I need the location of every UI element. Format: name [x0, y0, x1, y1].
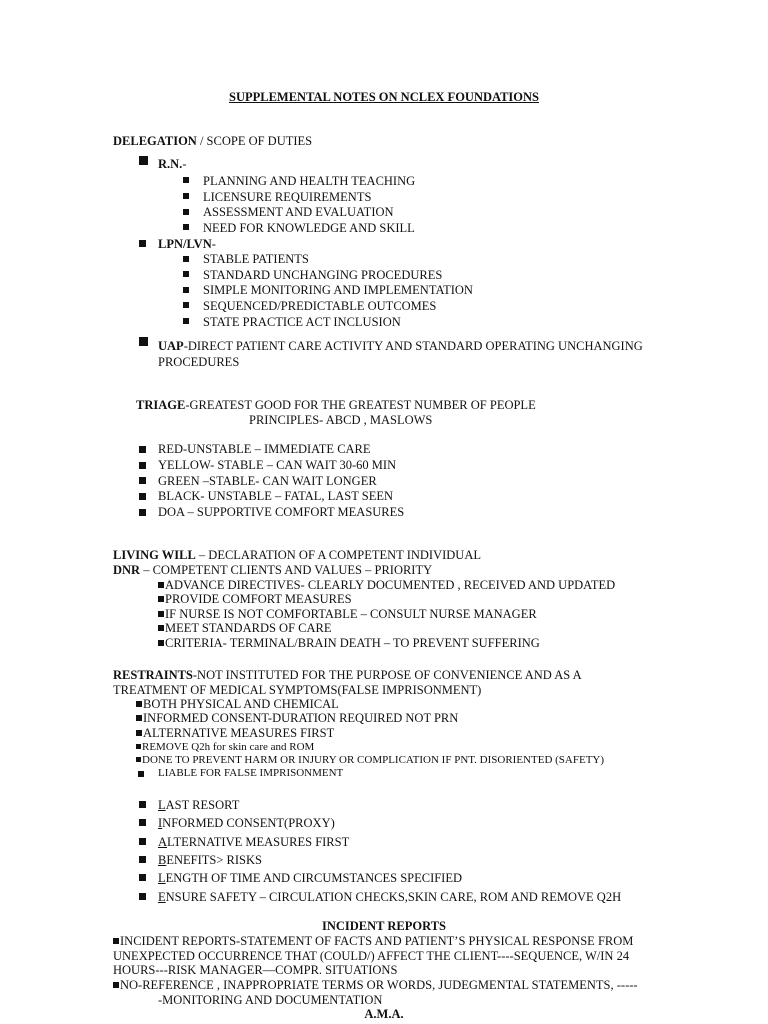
list-item: YELLOW- STABLE – CAN WAIT 30-60 MIN	[158, 458, 397, 472]
bullet-square	[183, 256, 189, 262]
rn-label: R.N.-	[158, 157, 187, 171]
bullet-square	[139, 509, 146, 516]
bullet-square	[183, 209, 189, 215]
restraints-line: RESTRAINTS-NOT INSTITUTED FOR THE PURPOSE OF CONVENIENCE AND AS A	[113, 668, 582, 682]
bullet-square	[139, 856, 146, 863]
mnemonic-item: ENSURE SAFETY – CIRCULATION CHECKS,SKIN CARE, ROM AND REMOVE Q2H	[158, 890, 622, 904]
document-title: SUPPLEMENTAL NOTES ON NCLEX FOUNDATIONS	[229, 90, 539, 104]
list-item: INFORMED CONSENT-DURATION REQUIRED NOT PRN	[136, 712, 458, 725]
list-item: LIABLE FOR FALSE IMPRISONMENT	[158, 767, 344, 779]
bullet-square	[139, 838, 146, 845]
incident-text: UNEXPECTED OCCURRENCE THAT (COULD/) AFFECT THE CLIENT----SEQUENCE, W/IN 24	[113, 949, 630, 963]
lpn-label: LPN/LVN-	[158, 237, 216, 251]
bullet-square	[139, 874, 146, 881]
restraints-line-2: TREATMENT OF MEDICAL SYMPTOMS(FALSE IMPRISONMENT)	[113, 683, 482, 697]
mnemonic-item: ALTERNATIVE MEASURES FIRST	[158, 835, 350, 849]
list-item: DONE TO PREVENT HARM OR INJURY OR COMPLICATION IF PNT. DISORIENTED (SAFETY)	[136, 755, 604, 766]
bullet-square	[183, 318, 189, 324]
bullet-square	[139, 462, 146, 469]
list-item: BLACK- UNSTABLE – FATAL, LAST SEEN	[158, 489, 394, 503]
mnemonic-item: LENGTH OF TIME AND CIRCUMSTANCES SPECIFIED	[158, 871, 463, 885]
bullet-square	[183, 224, 189, 230]
mnemonic-item: BENEFITS> RISKS	[158, 853, 262, 867]
list-item: CRITERIA- TERMINAL/BRAIN DEATH – TO PREVENT SUFFERING	[158, 637, 540, 650]
list-item: REMOVE Q2h for skin care and ROM	[136, 742, 314, 753]
incident-text: NO-REFERENCE , INAPPROPRIATE TERMS OR WORDS, JUDEGMENTAL STATEMENTS, -----	[113, 979, 638, 992]
incident-heading: INCIDENT REPORTS	[321, 919, 446, 933]
list-item: NEED FOR KNOWLEDGE AND SKILL	[203, 221, 415, 235]
list-item: PROVIDE COMFORT MEASURES	[158, 593, 352, 606]
bullet-square	[139, 156, 148, 165]
list-item: MEET STANDARDS OF CARE	[158, 622, 332, 635]
bullet-square	[183, 287, 189, 293]
bullet-square	[139, 477, 146, 484]
list-item: RED-UNSTABLE – IMMEDIATE CARE	[158, 442, 371, 456]
incident-text: INCIDENT REPORTS-STATEMENT OF FACTS AND PATIENT’S PHYSICAL RESPONSE FROM	[113, 935, 633, 948]
list-item: GREEN –STABLE- CAN WAIT LONGER	[158, 474, 377, 488]
bullet-square	[139, 819, 146, 826]
triage-principles: PRINCIPLES- ABCD , MASLOWS	[249, 413, 433, 427]
list-item: SIMPLE MONITORING AND IMPLEMENTATION	[203, 283, 473, 297]
list-item: ASSESSMENT AND EVALUATION	[203, 205, 394, 219]
living-will-line: LIVING WILL – DECLARATION OF A COMPETENT INDIVIDUAL	[113, 548, 481, 562]
bullet-square	[139, 240, 146, 247]
bullet-square	[139, 337, 148, 346]
list-item: SEQUENCED/PREDICTABLE OUTCOMES	[203, 299, 437, 313]
uap-line-2: PROCEDURES	[158, 355, 240, 369]
dnr-line: DNR – COMPETENT CLIENTS AND VALUES – PRIORITY	[113, 563, 433, 577]
uap-line: UAP-DIRECT PATIENT CARE ACTIVITY AND STANDARD OPERATING UNCHANGING	[158, 339, 643, 353]
list-item: LICENSURE REQUIREMENTS	[203, 190, 372, 204]
bullet-square	[183, 193, 189, 199]
list-item: IF NURSE IS NOT COMFORTABLE – CONSULT NURSE MANAGER	[158, 608, 537, 621]
list-item: DOA – SUPPORTIVE COMFORT MEASURES	[158, 505, 405, 519]
list-item: STATE PRACTICE ACT INCLUSION	[203, 315, 401, 329]
bullet-square	[139, 446, 146, 453]
mnemonic-item: INFORMED CONSENT(PROXY)	[158, 816, 335, 830]
mnemonic-item: LAST RESORT	[158, 798, 240, 812]
bullet-square	[183, 271, 189, 277]
ama-heading: A.M.A.	[364, 1007, 404, 1021]
list-item: PLANNING AND HEALTH TEACHING	[203, 174, 416, 188]
bullet-square	[139, 801, 146, 808]
list-item: BOTH PHYSICAL AND CHEMICAL	[136, 698, 339, 711]
bullet-square	[183, 302, 189, 308]
list-item: ADVANCE DIRECTIVES- CLEARLY DOCUMENTED , RECEIVED AND UPDATED	[158, 579, 615, 592]
bullet-square	[139, 493, 146, 500]
triage-heading: TRIAGE-GREATEST GOOD FOR THE GREATEST NUMBER OF PEOPLE	[136, 398, 536, 412]
bullet-square	[139, 893, 146, 900]
bullet-square	[183, 177, 189, 183]
list-item: STABLE PATIENTS	[203, 252, 309, 266]
list-item: STANDARD UNCHANGING PROCEDURES	[203, 268, 443, 282]
list-item: ALTERNATIVE MEASURES FIRST	[136, 727, 334, 740]
incident-text: -MONITORING AND DOCUMENTATION	[158, 993, 383, 1007]
delegation-heading: DELEGATION / SCOPE OF DUTIES	[113, 134, 313, 148]
bullet-square	[138, 771, 144, 777]
incident-text: HOURS---RISK MANAGER—COMPR. SITUATIONS	[113, 963, 398, 977]
